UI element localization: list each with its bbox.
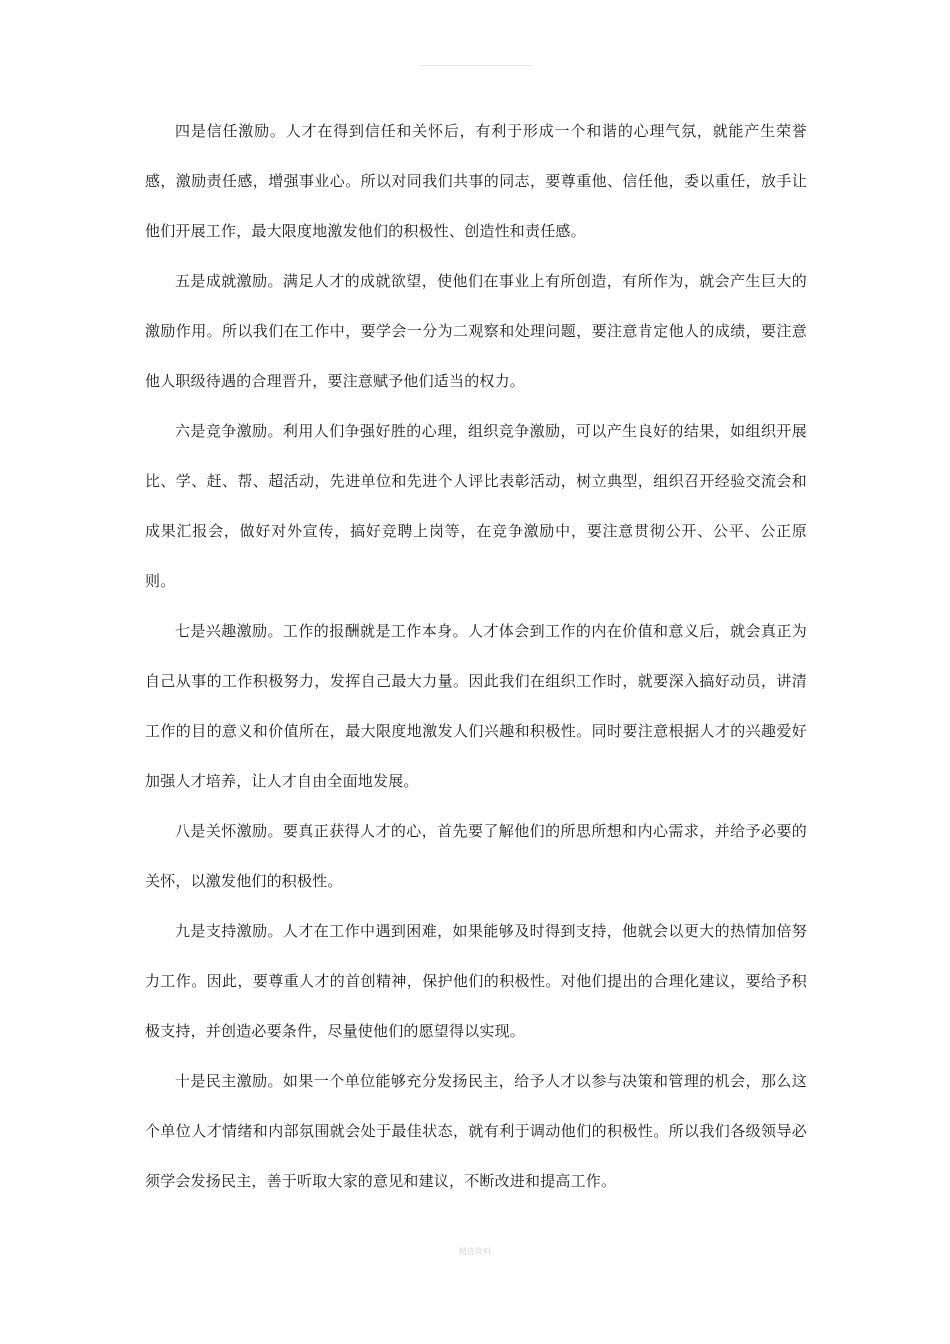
paragraph-competition-incentive: 六是竞争激励。利用人们争强好胜的心理，组织竞争激励，可以产生良好的结果，如组织开展比、学、赶、帮、超活动，先进单位和先进个人评比表彰活动，树立典型，组织召开经验交流会和成果汇报会，做好对外宣传，搞好竞聘上岗等，在竞争激励中，要注意贯彻公开、公平、公正原则。 [145, 422, 807, 590]
paragraph-achievement-incentive: 五是成就激励。满足人才的成就欲望，使他们在事业上有所创造，有所作为，就会产生巨大的激励作用。所以我们在工作中，要学会一分为二观察和处理问题，要注意肯定他人的成绩，要注意他人职级待遇的合理晋升，要注意赋予他们适当的权力。 [145, 272, 807, 390]
page-footer: 精选资料 [459, 1247, 491, 1256]
header-rule [420, 65, 532, 66]
paragraph-trust-incentive: 四是信任激励。人才在得到信任和关怀后，有利于形成一个和谐的心理气氛，就能产生荣誉感，激励责任感，增强事业心。所以对同我们共事的同志，要尊重他、信任他，委以重任，放手让他们开展工作，最大限度地激发他们的积极性、创造性和责任感。 [145, 122, 807, 240]
paragraph-interest-incentive: 七是兴趣激励。工作的报酬就是工作本身。人才体会到工作的内在价值和意义后，就会真正为自己从事的工作积极努力，发挥自己最大力量。因此我们在组织工作时，就要深入搞好动员，讲清工作的目的意义和价值所在，最大限度地激发人们兴趣和积极性。同时要注意根据人才的兴趣爱好加强人才培养，让人才自由全面地发展。 [145, 622, 807, 790]
paragraph-support-incentive: 九是支持激励。人才在工作中遇到困难，如果能够及时得到支持，他就会以更大的热情加倍努力工作。因此，要尊重人才的首创精神，保护他们的积极性。对他们提出的合理化建议，要给予积极支持，并创造必要条件，尽量使他们的愿望得以实现。 [145, 922, 807, 1040]
paragraph-care-incentive: 八是关怀激励。要真正获得人才的心，首先要了解他们的所思所想和内心需求，并给予必要的关怀，以激发他们的积极性。 [145, 822, 807, 890]
paragraph-democracy-incentive: 十是民主激励。如果一个单位能够充分发扬民主，给予人才以参与决策和管理的机会，那么这个单位人才情绪和内部氛围就会处于最佳状态，就有利于调动他们的积极性。所以我们各级领导必须学会发扬民主，善于听取大家的意见和建议，不断改进和提高工作。 [145, 1072, 807, 1190]
document-body [145, 106, 807, 1206]
